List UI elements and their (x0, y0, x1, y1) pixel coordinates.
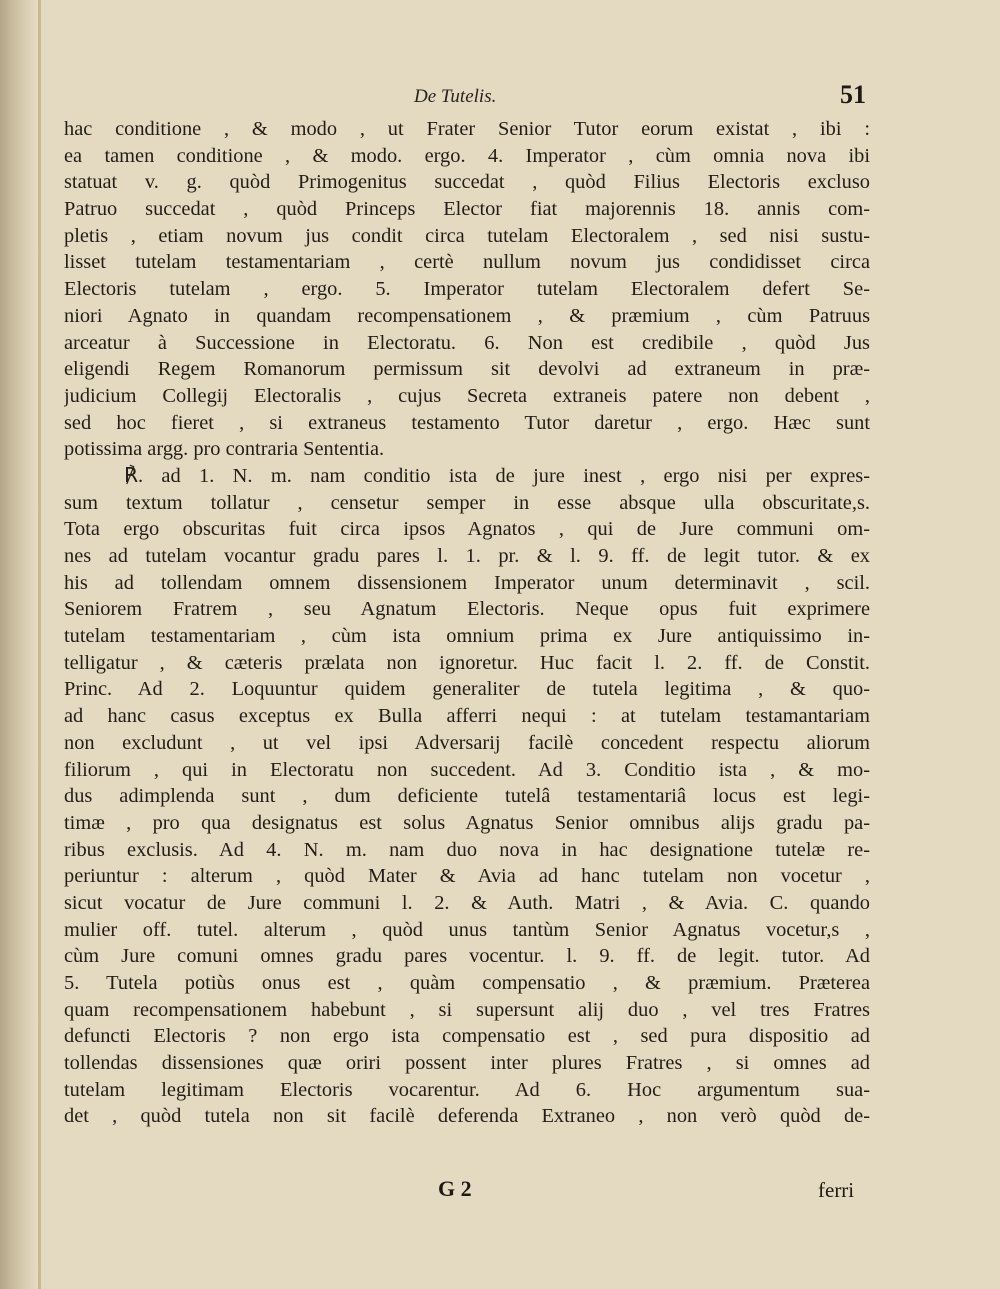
text-line: 5. Tutela potiùs onus est , quàm compensatio , & præmium. Præterea (64, 972, 870, 994)
text-line: dus adimplenda sunt , dum deficiente tutelâ testamentariâ locus est legi- (64, 785, 870, 808)
catchword: ferri (818, 1178, 855, 1202)
text-line: quam recompensationem habebunt , si supersunt alij duo , vel tres Fratres (64, 998, 870, 1021)
text-line: tutelam testamentariam , cùm ista omnium prima ex Jure antiquissimo in- (64, 625, 870, 648)
text-line: telligatur , & cæteris prælata non ignoretur. Huc facit l. 2. ff. de Constit. (64, 651, 870, 674)
text-line: cùm Jure comuni omnes gradu pares vocentur. l. 9. ff. de legit. tutor. Ad (64, 945, 870, 968)
text-line: ad hanc casus exceptus ex Bulla afferri nequi : at tutelam testamantariam (64, 705, 870, 728)
text-line: potissima argg. pro contraria Sententia. (64, 438, 385, 461)
text-line: arceatur à Successione in Electoratu. 6. Non est credibile , quòd Jus (64, 331, 870, 354)
text-line: tollendas dissensiones quæ oriri possent inter plures Fratres , si omnes ad (64, 1052, 870, 1075)
text-line: tutelam legitimam Electoris vocarentur. Ad 6. Hoc argumentum sua- (64, 1078, 870, 1101)
text-line: Patruo succedat , quòd Princeps Elector fiat majorennis 18. annis com- (64, 198, 870, 221)
text-line: nes ad tutelam vocantur gradu pares l. 1. pr. & l. 9. ff. de legit tutor. & ex (64, 545, 870, 567)
text-line: statuat v. g. quòd Primogenitus succedat , quòd Filius Electoris excluso (64, 171, 870, 194)
text-line: lisset tutelam testamentariam , certè nullum novum jus condidisset circa (64, 251, 870, 274)
text-line: ribus exclusis. Ad 4. N. m. nam duo nova in hac designatione tutelæ re- (64, 838, 870, 861)
text-line: judicium Collegij Electoralis , cujus Secreta extraneis patere non debent , (64, 384, 870, 407)
text-line: timæ , pro qua designatus est solus Agnatus Senior omnibus alijs gradu pa- (64, 811, 870, 834)
text-line: ℟. ad 1. N. m. nam conditio ista de jure inest , ergo nisi per expres- (124, 464, 870, 487)
text-line: niori Agnato in quandam recompensationem , & præmium , cùm Patruus (64, 304, 870, 327)
text-line: Princ. Ad 2. Loquuntur quidem generaliter de tutela legitima , & quo- (64, 678, 870, 701)
text-line: mulier off. tutel. alterum , quòd unus tantùm Senior Agnatus vocetur,s , (64, 918, 870, 941)
text-line: his ad tollendam omnem dissensionem Imperator unum determinavit , scil. (64, 571, 870, 594)
text-line: periuntur : alterum , quòd Mater & Avia ad hanc tutelam non vocetur , (64, 865, 870, 888)
text-line: sum textum tollatur , censetur semper in esse absque ulla obscuritate,s. (64, 491, 870, 514)
page-gutter-edge (38, 0, 41, 1289)
text-line: defuncti Electoris ? non ergo ista compensatio est , sed pura dispositio ad (64, 1025, 870, 1048)
text-line: Seniorem Fratrem , seu Agnatum Electoris. Neque opus fuit exprimere (64, 598, 870, 621)
text-line: pletis , etiam novum jus condit circa tutelam Electoralem , sed nisi sustu- (64, 224, 870, 247)
text-line: det , quòd tutela non sit facilè deferenda Extraneo , non verò quòd de- (64, 1105, 870, 1128)
body-text (64, 116, 870, 1130)
text-line: non excludunt , ut vel ipsi Adversarij facilè concedent respectu aliorum (64, 731, 870, 754)
running-head: De Tutelis. (414, 86, 497, 107)
text-line: filiorum , qui in Electoratu non succedent. Ad 3. Conditio ista , & mo- (64, 758, 870, 781)
text-line: hac conditione , & modo , ut Frater Senior Tutor eorum existat , ibi : (64, 118, 870, 140)
text-line: eligendi Regem Romanorum permissum sit devolvi ad extraneum in præ- (64, 358, 870, 381)
text-line: sed hoc fieret , si extraneus testamento Tutor daretur , ergo. Hæc sunt (64, 411, 870, 434)
text-line: Tota ergo obscuritas fuit circa ipsos Agnatos , qui de Jure communi om- (64, 518, 870, 541)
text-line: ea tamen conditione , & modo. ergo. 4. Imperator , cùm omnia nova ibi (64, 144, 870, 167)
signature-mark: G 2 (438, 1176, 472, 1201)
page-number: 51 (840, 80, 866, 109)
text-line: Electoris tutelam , ergo. 5. Imperator tutelam Electoralem defert Se- (64, 278, 870, 301)
text-line: sicut vocatur de Jure communi l. 2. & Auth. Matri , & Avia. C. quando (64, 891, 870, 914)
page-gutter-shadow (0, 0, 36, 1289)
